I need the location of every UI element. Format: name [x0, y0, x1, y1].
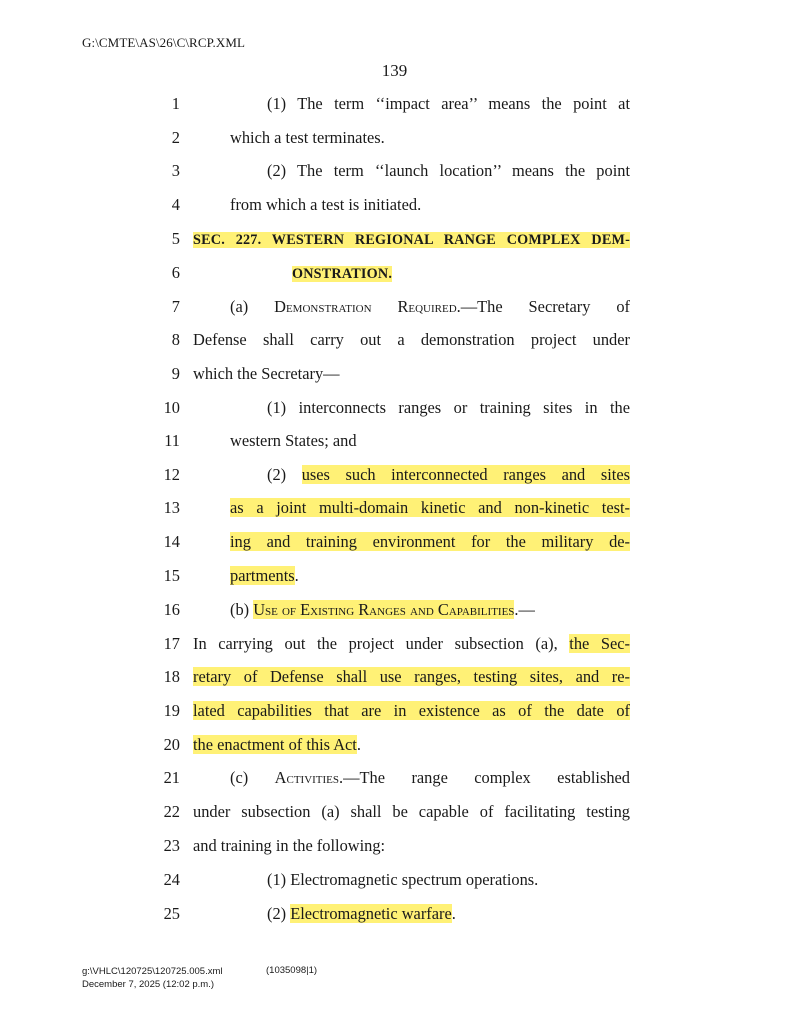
line-number: 10: [163, 398, 180, 417]
text-segment: In carrying out the project under subsection (a),: [193, 634, 570, 653]
text-segment: (a): [230, 297, 275, 316]
section-heading: [193, 228, 630, 251]
line-20: [0, 734, 789, 768]
line-24: [0, 869, 789, 903]
line-text: Defense shall carry out a demonstration project under: [193, 330, 630, 349]
highlighted-text: ONSTRATION.: [292, 266, 393, 282]
line-text: (1) Electromagnetic spectrum operations.: [267, 870, 539, 889]
highlighted-text: retary of Defense shall use ranges, testing sites, and re-: [193, 667, 630, 686]
line-number: 21: [163, 768, 180, 787]
line-3: [0, 160, 789, 194]
text-segment: .: [294, 566, 299, 585]
line-text: [193, 666, 630, 688]
text-segment: (c): [230, 768, 275, 787]
line-text: [230, 767, 630, 789]
highlighted-text: the enactment of this Act: [193, 735, 357, 754]
line-number: 13: [163, 498, 180, 517]
footer-file-ref: g:\VHLC\120725\120725.005.xml: [82, 966, 223, 977]
line-number: 5: [171, 229, 180, 248]
line-number: 12: [163, 465, 180, 484]
subsection-heading: Demonstration Required: [274, 297, 457, 316]
line-text: [193, 700, 630, 722]
highlighted-text: as a joint multi-domain kinetic and non-kinetic test-: [230, 498, 630, 517]
text-segment: .—The range complex established: [339, 768, 630, 787]
text-segment: .: [356, 735, 361, 754]
line-17: [0, 633, 789, 667]
line-number: 2: [171, 128, 180, 147]
line-number: 20: [163, 735, 180, 754]
line-11: [0, 430, 789, 464]
footer-file-info: [82, 965, 223, 991]
line-2: [0, 127, 789, 161]
line-7: [0, 296, 789, 330]
line-21: [0, 767, 789, 801]
highlighted-text: Electromagnetic warfare: [290, 904, 452, 923]
highlighted-text: lated capabilities that are in existence as of the date of: [193, 701, 630, 720]
text-segment: (2): [267, 904, 291, 923]
text-segment: .: [451, 904, 456, 923]
line-15: [0, 565, 789, 599]
text-segment: (2): [267, 465, 302, 484]
line-text: [267, 464, 630, 486]
line-19: [0, 700, 789, 734]
line-number: 3: [171, 161, 180, 180]
line-18: [0, 666, 789, 700]
line-23: [0, 835, 789, 869]
line-22: [0, 801, 789, 835]
line-number: 11: [164, 431, 180, 450]
line-number: 25: [163, 904, 180, 923]
header-file-path: G:\CMTE\AS\26\C\RCP.XML: [82, 35, 246, 50]
line-text: (1) interconnects ranges or training sites in the: [267, 398, 630, 417]
line-text: [193, 633, 630, 655]
highlighted-text: uses such interconnected ranges and sites: [301, 465, 630, 484]
line-13: [0, 497, 789, 531]
line-number: 19: [163, 701, 180, 720]
text-segment: .—: [514, 600, 535, 619]
line-text: [230, 497, 630, 519]
line-number: 1: [171, 94, 180, 113]
text-segment: .—The Secretary of: [456, 297, 631, 316]
line-text: [193, 734, 630, 756]
line-text: (2) The term ‘‘launch location’’ means the point: [267, 161, 630, 180]
line-text: (1) The term ‘‘impact area’’ means the point at: [267, 94, 630, 113]
line-6: [0, 262, 789, 296]
line-12: [0, 464, 789, 498]
line-number: 17: [163, 634, 180, 653]
line-text: [230, 296, 630, 318]
line-4: [0, 194, 789, 228]
line-text: under subsection (a) shall be capable of facilitating testing: [193, 802, 630, 821]
line-number: 7: [171, 297, 180, 316]
line-text: and training in the following:: [193, 836, 386, 855]
highlighted-text: the Sec-: [569, 634, 631, 653]
line-8: [0, 329, 789, 363]
line-number: 9: [171, 364, 180, 383]
line-number: 23: [163, 836, 180, 855]
line-number: 15: [163, 566, 180, 585]
line-5: [0, 228, 789, 262]
line-number: 22: [163, 802, 180, 821]
highlighted-text: partments: [230, 566, 295, 585]
line-text: [230, 565, 630, 587]
highlighted-text: SEC. 227. WESTERN REGIONAL RANGE COMPLEX DEM-: [193, 232, 630, 248]
line-1: [0, 93, 789, 127]
subsection-heading: Use of Existing Ranges and Capabilities: [253, 600, 515, 619]
line-number: 4: [171, 195, 180, 214]
line-number: 14: [163, 532, 180, 551]
line-text: [230, 599, 630, 621]
text-segment: (b): [230, 600, 254, 619]
line-10: [0, 397, 789, 431]
line-number: 6: [171, 263, 180, 282]
line-text: which a test terminates.: [230, 128, 385, 147]
highlighted-text: ing and training environment for the military de-: [230, 532, 630, 551]
line-14: [0, 531, 789, 565]
footer-doc-id: (1035098|1): [266, 965, 318, 976]
page-number: 139: [381, 61, 408, 80]
line-number: 24: [163, 870, 180, 889]
line-25: [0, 903, 789, 937]
line-16: [0, 599, 789, 633]
section-heading-continued: [292, 262, 392, 285]
line-text: from which a test is initiated.: [230, 195, 422, 214]
line-number: 18: [163, 667, 180, 686]
line-9: [0, 363, 789, 397]
line-text: [267, 903, 456, 925]
subsection-heading: Activities: [274, 768, 340, 787]
line-text: which the Secretary—: [193, 364, 340, 383]
line-number: 8: [171, 330, 180, 349]
line-text: [230, 531, 630, 553]
line-number: 16: [163, 600, 180, 619]
footer-timestamp: December 7, 2025 (12:02 p.m.): [82, 979, 215, 990]
line-text: western States; and: [230, 431, 357, 450]
